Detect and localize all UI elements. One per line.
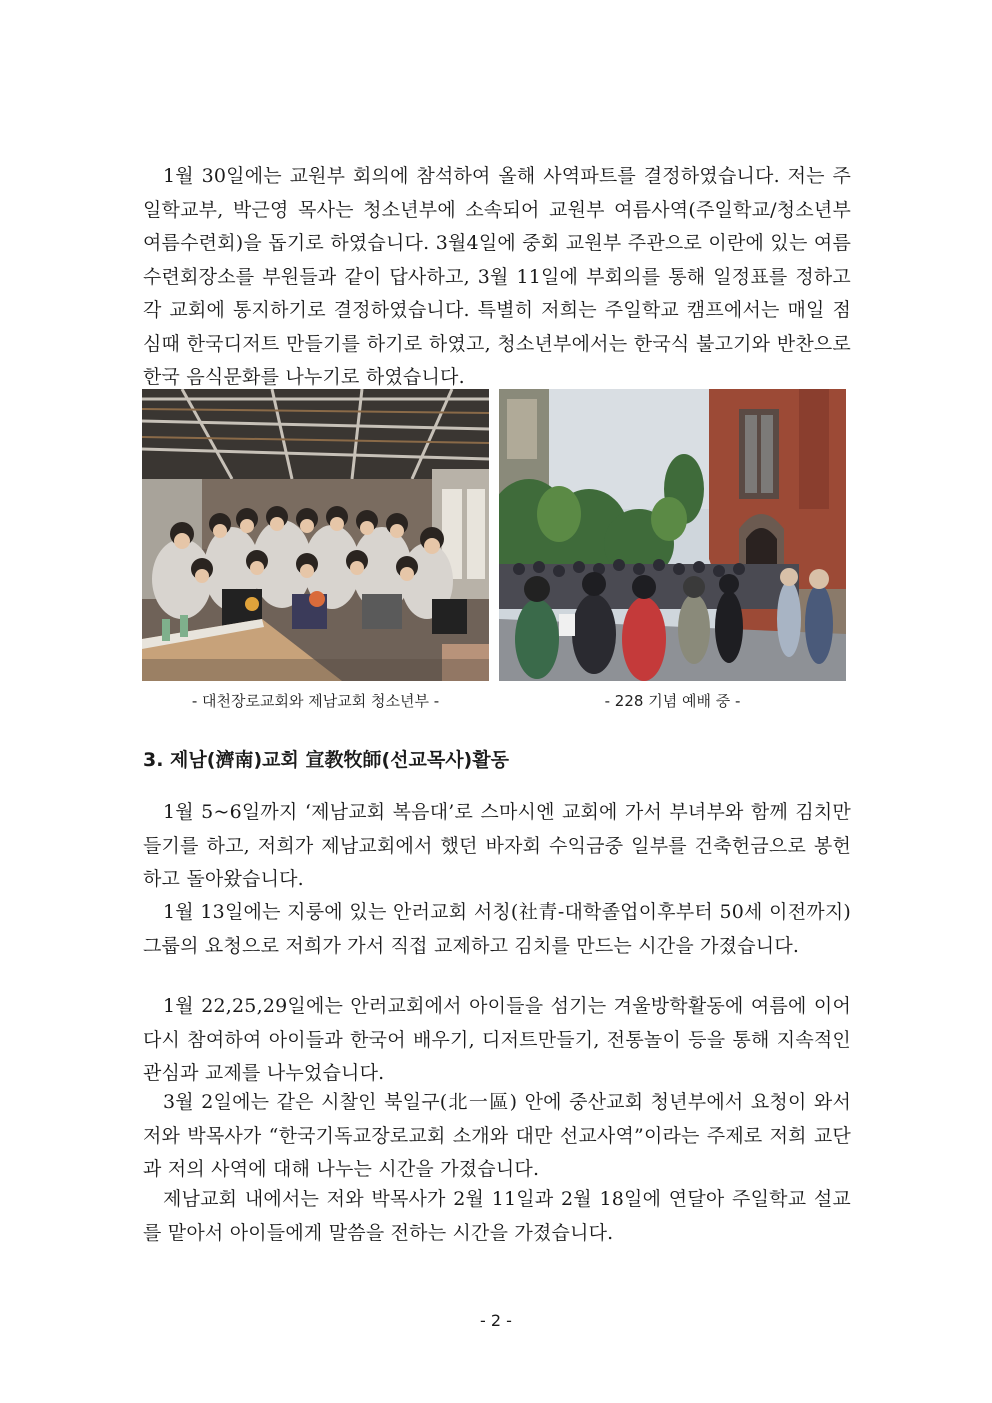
section3-paragraph-4: 3월 2일에는 같은 시찰인 북일구(北一區) 안에 중산교회 청년부에서 요청이 와서 저와 박목사가 “한국기독교장로교회 소개와 대만 선교사역”이라는 주제로 저희 교단과 저의 사역에 대해 나누는 시간을 가졌습니다. bbox=[143, 1091, 851, 1180]
section3-paragraph-5: 제남교회 내에서는 저와 박목사가 2월 11일과 2월 18일에 연달아 주일학교 설교를 맡아서 아이들에게 말씀을 전하는 시간을 가졌습니다. bbox=[143, 1188, 851, 1244]
section-heading: 3. 제남(濟南)교회 宣教牧師(선교목사)활동 bbox=[143, 749, 509, 771]
photo-228-memorial-service bbox=[499, 389, 846, 681]
section3-paragraph-3: 1월 22,25,29일에는 안러교회에서 아이들을 섬기는 겨울방학활동에 여름에 이어 다시 참여하여 아이들과 한국어 배우기, 디저트만들기, 전통놀이 등을 통해 지속적인 관심과 교제를 나누었습니다. bbox=[143, 995, 851, 1084]
page-number: - 2 - bbox=[480, 1311, 512, 1330]
intro-paragraph: 1월 30일에는 교원부 회의에 참석하여 올해 사역파트를 결정하였습니다. 저는 주일학교부, 박근영 목사는 청소년부에 소속되어 교원부 여름사역(주일학교/청소년부 여름수련회)을 돕기로 하였습니다. 3월4일에 중회 교원부 주관으로 이란에 있는 여름수련회장소를 부원들과 같이 답사하고, 3월 11일에 부회의를 통해 일정표를 정하고 각 교회에 통지하기로 결정하였습니다. 특별히 저희는 주일학교 캠프에서는 매일 점심때 한국디저트 만들기를 하기로 하였고, 청소년부에서는 한국식 불고기와 반찬으로 한국 음식문화를 나누기로 하였습니다. bbox=[143, 165, 851, 388]
photo-youth-group bbox=[142, 389, 489, 681]
section3-paragraph-2: 1월 13일에는 지룽에 있는 안러교회 서칭(社青-대학졸업이후부터 50세 이전까지)그룹의 요청으로 저희가 가서 직접 교제하고 김치를 만드는 시간을 가졌습니다. bbox=[143, 901, 851, 957]
photo-caption-youth-group: - 대천장로교회와 제남교회 청소년부 - bbox=[191, 692, 440, 710]
photo-caption-228-service: - 228 기념 예배 중 - bbox=[604, 692, 741, 710]
section3-paragraph-1: 1월 5~6일까지 ‘제남교회 복음대’로 스마시엔 교회에 가서 부녀부와 함께 김치만들기를 하고, 저희가 제남교회에서 했던 바자회 수익금중 일부를 건축헌금으로 봉헌하고 돌아왔습니다. bbox=[143, 801, 851, 890]
